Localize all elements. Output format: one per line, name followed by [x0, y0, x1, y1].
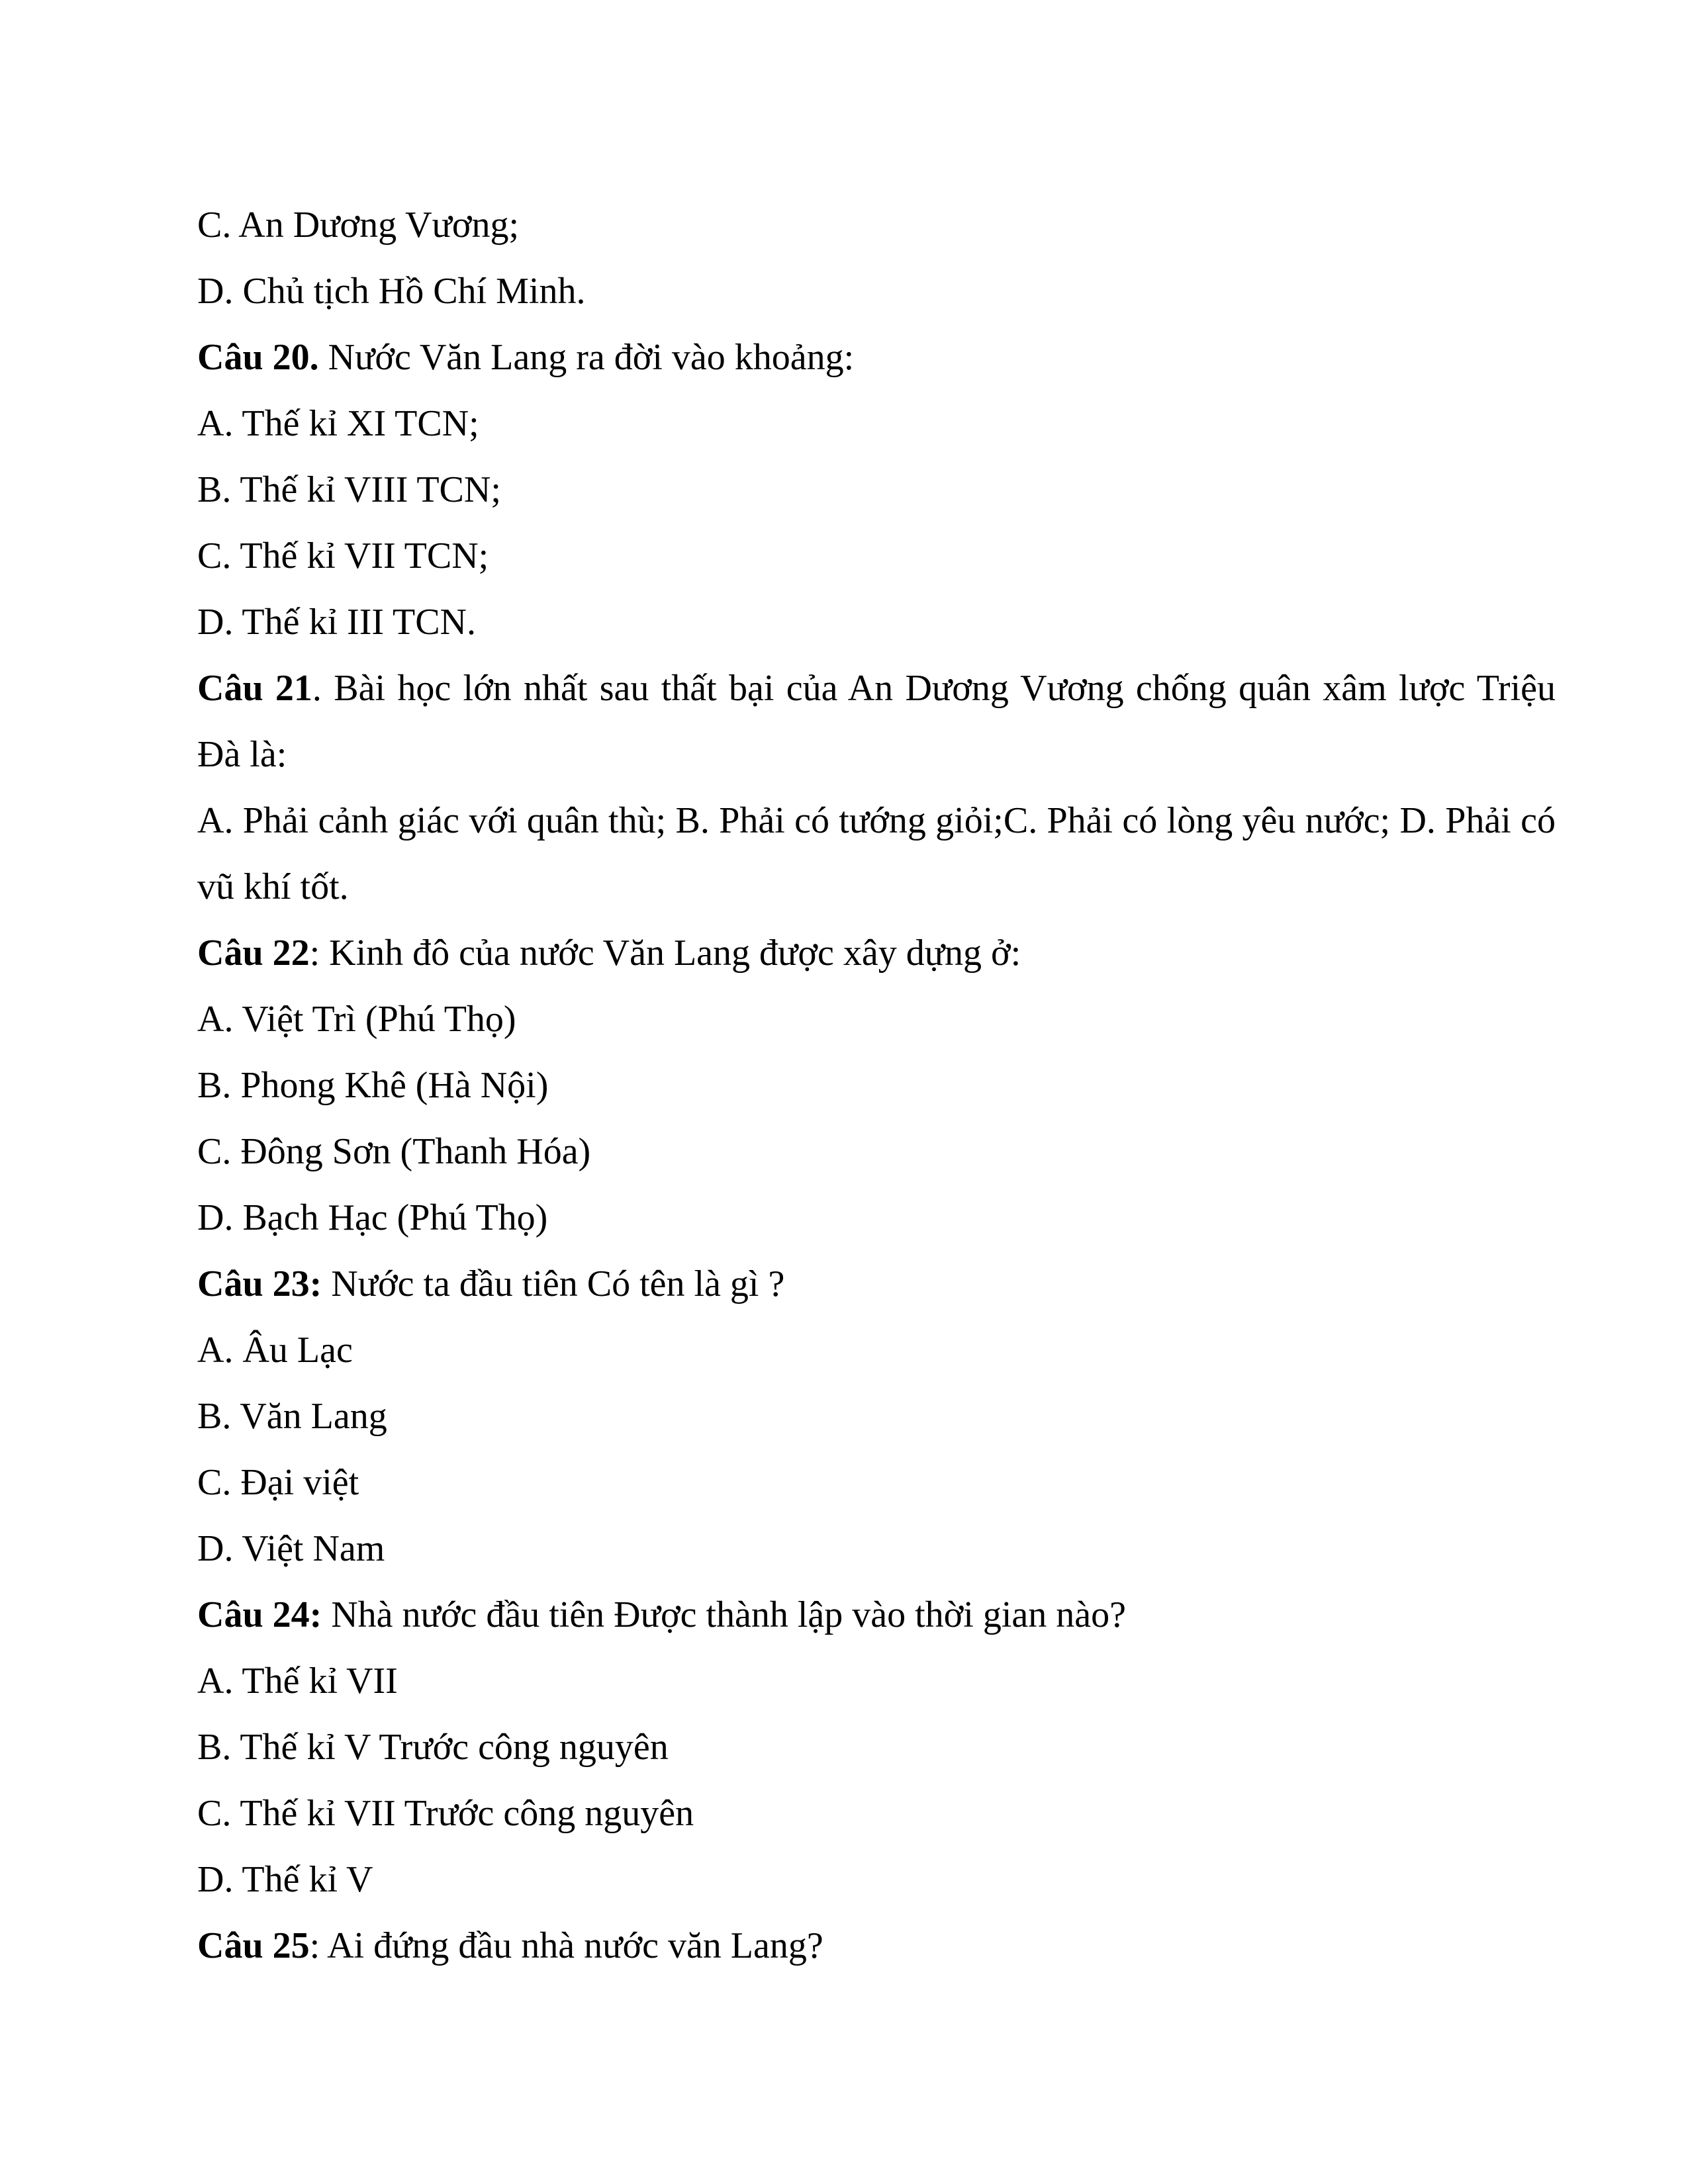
question-20-text: Nước Văn Lang ra đời vào khoảng:	[318, 337, 855, 378]
q20-option-d: D. Thế kỉ III TCN.	[197, 602, 476, 643]
question-21-label: Câu 21	[197, 668, 312, 709]
q24-option-d: D. Thế kỉ V	[197, 1859, 373, 1900]
q22-option-c: C. Đông Sơn (Thanh Hóa)	[197, 1131, 591, 1172]
question-23	[197, 1251, 1556, 1317]
q20-option-a: A. Thế kỉ XI TCN;	[197, 403, 479, 444]
q20-option-b: B. Thế kỉ VIII TCN;	[197, 469, 501, 510]
question-23-text: Nước ta đầu tiên Có tên là gì ?	[322, 1263, 785, 1304]
q22-option-b: B. Phong Khê (Hà Nội)	[197, 1065, 549, 1106]
question-20	[197, 324, 1556, 390]
question-22-label: Câu 22	[197, 933, 310, 974]
question-23-label: Câu 23:	[197, 1263, 322, 1304]
q23-option-a: A. Âu Lạc	[197, 1330, 353, 1371]
question-25	[197, 1913, 1556, 1979]
q24-option-a: A. Thế kỉ VII	[197, 1661, 398, 1702]
question-20-label: Câu 20.	[197, 337, 319, 378]
q23-option-c: C. Đại việt	[197, 1462, 359, 1503]
q23-option-b: B. Văn Lang	[197, 1396, 387, 1437]
option-d-q19: D. Chủ tịch Hồ Chí Minh.	[197, 271, 586, 312]
question-25-text: : Ai đứng đầu nhà nước văn Lang?	[309, 1925, 823, 1966]
q21-options: A. Phải cảnh giác với quân thù; B. Phải có tướng giỏi;C. Phải có lòng yêu nước; D. Phải có vũ khí tốt.	[197, 800, 1556, 907]
question-24-label: Câu 24:	[197, 1594, 322, 1635]
q22-option-a: A. Việt Trì (Phú Thọ)	[197, 999, 516, 1040]
q22-option-d: D. Bạch Hạc (Phú Thọ)	[197, 1197, 548, 1238]
question-21-text: . Bài học lớn nhất sau thất bại của An Dương Vương chống quân xâm lược Triệu Đà là:	[197, 668, 1556, 775]
question-21	[197, 655, 1556, 788]
question-24-text: Nhà nước đầu tiên Được thành lập vào thời gian nào?	[322, 1594, 1126, 1635]
question-22	[197, 920, 1556, 986]
q20-option-c: C. Thế kỉ VII TCN;	[197, 535, 489, 576]
document-page	[197, 192, 1556, 1979]
question-25-label: Câu 25	[197, 1925, 310, 1966]
question-24	[197, 1582, 1556, 1648]
q23-option-d: D. Việt Nam	[197, 1528, 385, 1569]
q24-option-b: B. Thế kỉ V Trước công nguyên	[197, 1727, 669, 1768]
question-22-text: : Kinh đô của nước Văn Lang được xây dựng ở:	[309, 933, 1021, 974]
option-c-q19: C. An Dương Vương;	[197, 205, 520, 246]
q24-option-c: C. Thế kỉ VII Trước công nguyên	[197, 1793, 694, 1834]
